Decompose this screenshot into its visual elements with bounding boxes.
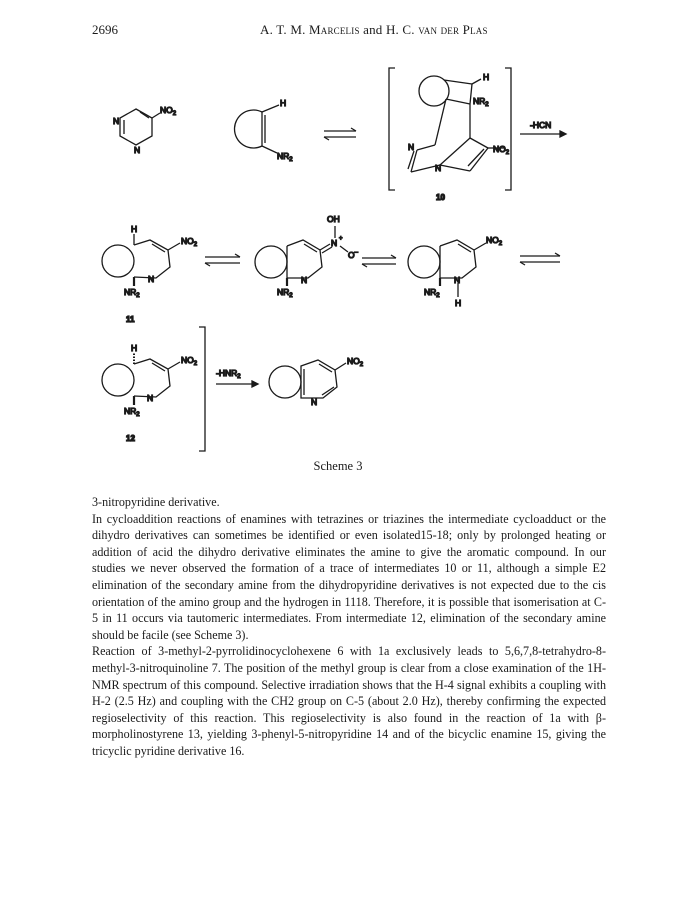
compound-number-10: 10: [436, 193, 445, 202]
nitropyridine-product-structure: [269, 360, 346, 398]
equilibrium-arrow-2: [205, 254, 240, 266]
n-label-10-bottom: N: [435, 163, 442, 173]
minus-hcn-label: -HCN: [530, 120, 552, 130]
equilibrium-arrow-1: [324, 128, 356, 140]
no2-label-1a: $NO_2$: [160, 105, 177, 117]
nr2-label-12: $NR_2$: [124, 406, 140, 418]
n-label-11: N: [148, 274, 155, 284]
hcn-elimination-arrow: [520, 131, 566, 137]
body-text: [92, 494, 606, 760]
amine-elimination-arrow: [216, 381, 258, 387]
h-label-dihydro: H: [455, 298, 462, 308]
h-label-10: H: [483, 72, 490, 82]
n-plus-label: N: [331, 238, 338, 248]
nr2-label-10: $NR_2$: [473, 96, 489, 108]
nr2-label-tautomer: $NR_2$: [277, 287, 293, 299]
bracket-11-12: [199, 327, 205, 451]
dihydro-tautomer-structure: [408, 240, 486, 297]
author-1: Marcelis: [309, 22, 360, 37]
no2-label-product: $NO_2$: [347, 356, 364, 368]
running-head-authors: [260, 22, 488, 38]
h-label-12: H: [131, 343, 138, 353]
reaction-scheme: [0, 40, 676, 460]
authors-prefix: A. T. M.: [260, 22, 309, 37]
paragraph-1: 3-nitropyridine derivative.: [92, 495, 220, 509]
n-label-12: N: [147, 393, 154, 403]
enamine-structure: [235, 105, 279, 153]
h-label-enamine: H: [280, 98, 287, 108]
compound-number-12: 12: [126, 434, 135, 443]
n-label-dihydro: N: [454, 275, 461, 285]
n-label-1a-bottom: N: [134, 145, 141, 155]
minus-hnr2-label: $-HNR_2$: [216, 368, 241, 380]
n-label-product: N: [311, 397, 318, 407]
paragraph-3: Reaction of 3-methyl-2-pyrrolidinocyclohexene 6 with 1a exclusively leads to 5,6,7,8-tetrahydro-8-methyl-3-nitroquinoline 7. The position of the methyl group is clear from a close examination of the 1H-NMR spectrum of this compound. Selective irradiation shows that the H-4 signal exhibits a coupling with H-2 (2.5 Hz) and coupling with the CH2 group on C-5 (about 2.0 Hz), thereby confirming the expected regioselectivity of this reaction. This regioselectivity is also found in the reaction of 1a with β-morpholinostyrene 13, yielding 3-phenyl-5-nitropyridine 14 and of the bicyclic enamine 15, giving the tricyclic pyridine derivative 16.: [92, 644, 606, 758]
compound-12-structure: [102, 353, 180, 405]
nr2-label-11: $NR_2$: [124, 287, 140, 299]
scheme-caption: Scheme 3: [313, 459, 363, 473]
no2-label-11: $NO_2$: [181, 236, 198, 248]
n-label-10-top: N: [408, 142, 415, 152]
equilibrium-arrow-4: [520, 253, 560, 265]
author-2: van der Plas: [418, 22, 488, 37]
compound-11-structure: [102, 234, 180, 286]
compound-number-11: 11: [126, 315, 135, 324]
h-label-11: H: [131, 224, 138, 234]
page-number: 2696: [92, 22, 118, 37]
no2-label-12: $NO_2$: [181, 355, 198, 367]
paragraph-2: In cycloaddition reactions of enamines with tetrazines or triazines the intermediate cycloadduct or the dihydro derivatives can sometimes be identified or even isolated15-18; only by prolonged heating or addition of acid the dihydro derivative eliminates the amine to give the aromatic compound. In our studies we never observed the formation of a trace of intermediates 10 or 11, although a simple E2 elimination of the secondary amine from the dihydropyridine derivatives is not expected due to the cis orientation of the amino group and the hydrogen in 1118. Therefore, it is possible that isomerisation at C-5 in 11 occurs via tautomeric intermediates. From intermediate 12, elimination of the secondary amine should be facile (see Scheme 3).: [92, 511, 606, 642]
nr2-label-enamine: $NR_2$: [277, 151, 293, 163]
plus-charge: +: [339, 236, 343, 242]
n-label-tautomer: N: [301, 275, 308, 285]
authors-and: and H. C.: [359, 22, 419, 37]
cycloadduct-10-structure: [408, 76, 504, 172]
n-label-1a-top: N: [113, 116, 120, 126]
nitropyrimidine-structure: [120, 109, 160, 145]
page-header: [92, 22, 602, 42]
o-minus-label: O–: [348, 250, 358, 260]
equilibrium-arrow-3: [362, 255, 396, 267]
bracket-10: [389, 68, 511, 190]
no2-label-tautomer: $NO_2$: [486, 235, 503, 247]
oh-label: OH: [327, 214, 340, 224]
no2-label-10: $NO_2$: [493, 144, 510, 156]
nr2-label-dihydro: $NR_2$: [424, 287, 440, 299]
